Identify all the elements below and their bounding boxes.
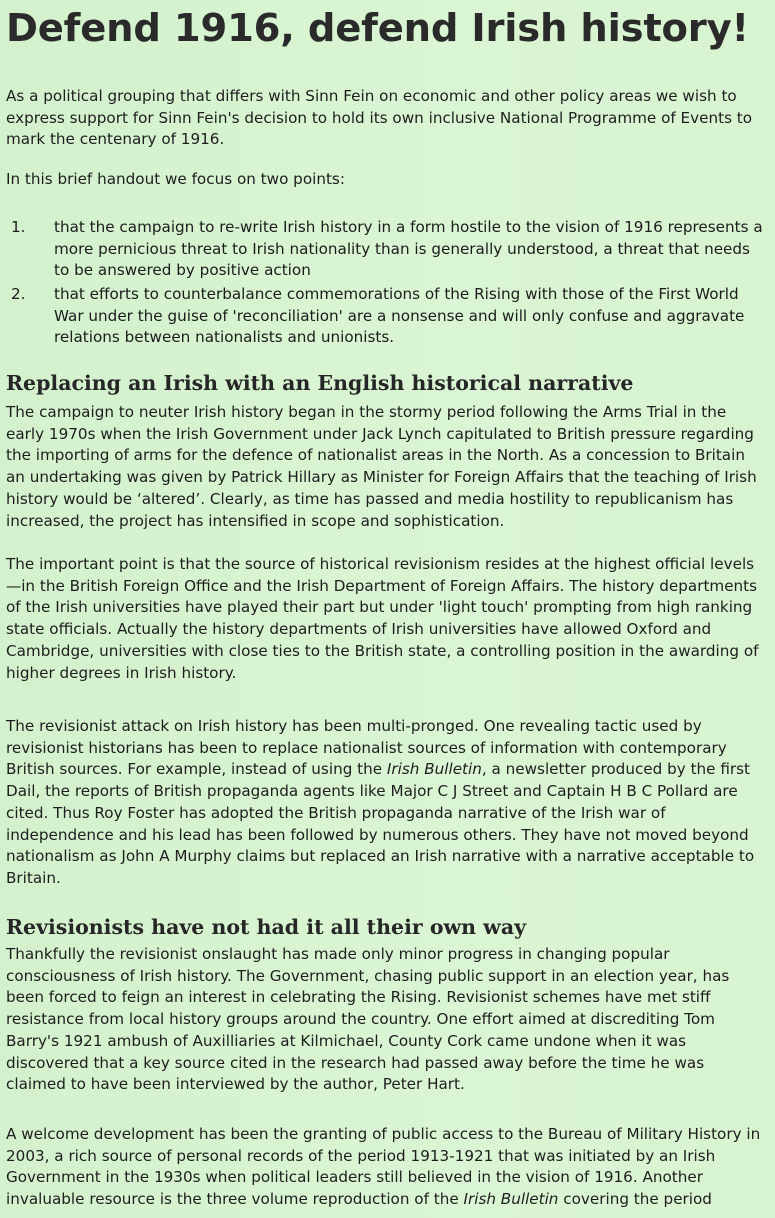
point-1-number: 1. [11,218,26,236]
section-1-paragraph-3-start: The revisionist attack on Irish history has been multi-pronged. One revealing tactic used by revisionist historians has been to replace nationalist sources of information with contemporary British sources. For example, instead of using the [6,717,727,779]
section-2-paragraph-1: Thankfully the revisionist onslaught has made only minor progress in changing popular consciousness of Irish history. The Government, chasing public support in an election year, has been forced to feign an interest in celebrating the Rising. Revisionist schemes have met stiff resistance from local history groups around the country. One effort aimed at discrediting Tom Barry's 1921 ambush of Auxilliaries at Kilmichael, County Cork came undone when it was discovered that a key source cited in the research had passed away before the time he was claimed to have been interviewed by the author, Peter Hart. [6,945,730,1094]
section-2-paragraph-2-start: A welcome development has been the granting of public access to the Bureau of Military History in 2003, a rich source of personal records of the period 1913-1921 that was initiated by an Irish Government in the 1930s when political leaders still believed in the vision of 1916. Another invaluable resource is the three volume reproduction of the [6,1125,761,1209]
section-2-paragraph-2-end: covering the period [558,1190,712,1209]
section-1-heading: Replacing an Irish with an English historical narrative [6,371,634,395]
irish-bulletin-title: Irish Bulletin [386,760,482,779]
section-1-paragraph-1: The campaign to neuter Irish history began in the stormy period following the Arms Trial in the early 1970s when the Irish Government under Jack Lynch capitulated to British pressure regarding the importing of arms for the defence of nationalist areas in the North. As a concession to Britain an undertaking was given by Patrick Hillary as Minister for Foreign Affairs that the teaching of Irish history would be ‘altered’. Clearly, as time has passed and media hostility to republicanism has increased, the project has intensified in scope and sophistication. [6,403,757,530]
point-2-text: that efforts to counterbalance commemorations of the Rising with those of the First World War under the guise of 'reconciliation' are a nonsense and will only confuse and aggravate relations between nationalists and unionists. [54,285,745,347]
section-1-paragraph-2: The important point is that the source of historical revisionism resides at the highest official levels—in the British Foreign Office and the Irish Department of Foreign Affairs. The history departments of the Irish universities have played their part but under 'light touch' prompting from high ranking state officials. Actually the history departments of Irish universities have allowed Oxford and Cambridge, universities with close ties to the British state, a controlling position in the awarding of higher degrees in Irish history. [6,555,759,682]
section-1-paragraph-3 [6,716,768,890]
irish-bulletin-title-2: Irish Bulletin [463,1190,559,1209]
section-2-heading: Revisionists have not had it all their own way [6,915,527,939]
point-2-number: 2. [11,285,26,303]
point-1-text: that the campaign to re-write Irish history in a form hostile to the vision of 1916 represents a more pernicious threat to Irish nationality than is generally understood, a threat that needs to be answered by positive action [54,218,763,280]
section-1-paragraph-3-end: , a newsletter produced by the first Dail, the reports of British propaganda agents like Major C J Street and Captain H B C Pollard are cited. Thus Roy Foster has adopted the British propaganda narrative of the Irish war of independence and his lead has been followed by numerous others. They have not moved beyond nationalism as John A Murphy claims but replaced an Irish narrative with a narrative acceptable to Britain. [6,760,755,887]
section-2-paragraph-2 [6,1124,768,1211]
page-title: Defend 1916, defend Irish history! [6,6,749,51]
focus-line: In this brief handout we focus on two points: [6,170,345,188]
intro-paragraph: As a political grouping that differs with Sinn Fein on economic and other policy areas we wish to express support for Sinn Fein's decision to hold its own inclusive National Programme of Events to mark the centenary of 1916. [6,87,753,149]
